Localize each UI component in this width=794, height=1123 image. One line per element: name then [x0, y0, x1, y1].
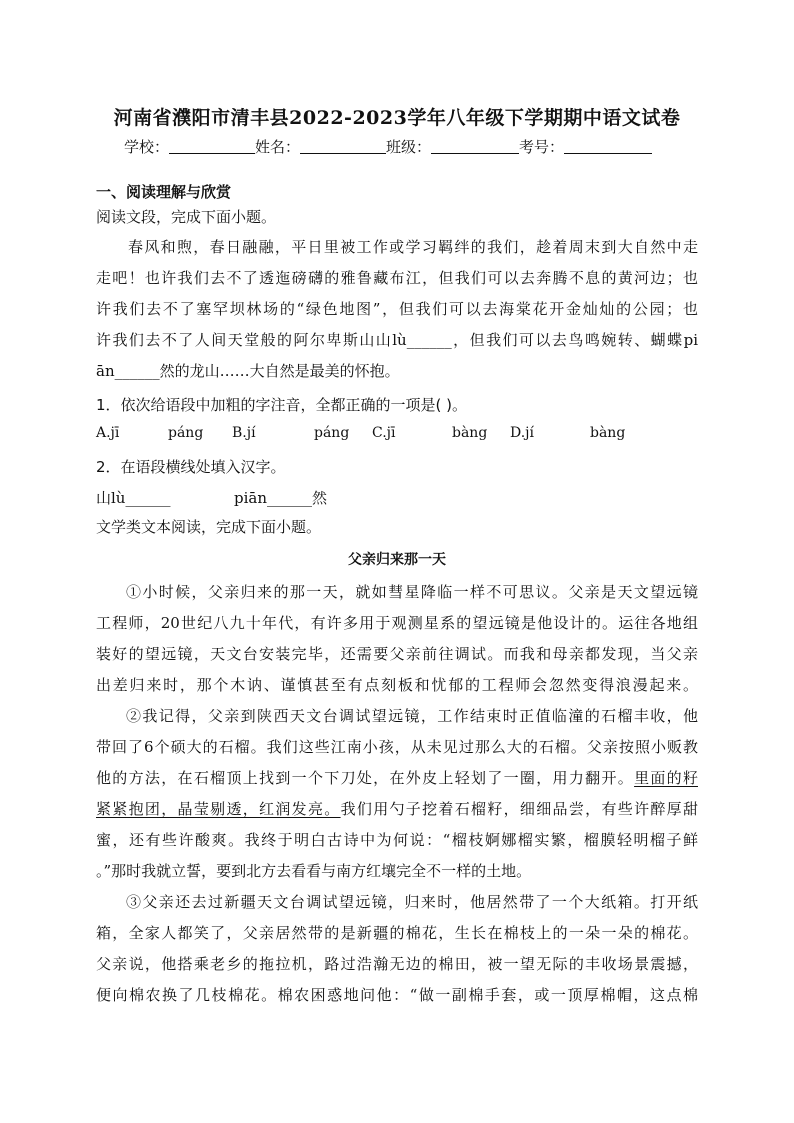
passage-line: 许我们去不了塞罕坝林场的“绿色地图”，但我们可以去海棠花开金灿灿的公园；也 [96, 300, 698, 318]
story-line [96, 798, 698, 819]
option-a-label: A.jī [96, 425, 120, 441]
fill-blank-2[interactable]: piān______然 [234, 489, 328, 507]
story-line: ③父亲还去过新疆天文台调试望远镜，归来时，他居然带了一个大纸箱。打开纸 [126, 893, 698, 911]
name-label: 姓名： [255, 138, 301, 156]
class-label: 班级： [386, 138, 432, 156]
option-d[interactable] [510, 425, 534, 441]
literary-instruction: 文学类文本阅读，完成下面小题。 [96, 518, 322, 536]
option-b-label: B.jí [232, 425, 256, 441]
story-line: 便向棉农换了几枝棉花。棉农困惑地问他：“做一副棉手套，或一顶厚棉帽，这点棉 [96, 986, 698, 1004]
class-blank [431, 138, 519, 154]
exam-no-blank [564, 138, 652, 154]
story-text: 他的方法，在石榴顶上找到一个下刀处，在外皮上轻划了一圈，用力翻开。 [96, 769, 635, 787]
question-2: 2．在语段横线处填入汉字。 [96, 458, 286, 476]
story-text: 我们用勺子挖着石榴籽，细细品尝，有些许醉厚甜 [340, 800, 698, 818]
option-d-label: D.jí [510, 425, 534, 441]
passage-line: 许我们去不了人间天堂般的阿尔卑斯山山lù______，但我们可以去鸟鸣婉转、蝴蝶pi [96, 331, 698, 349]
passage-line: ān______然的龙山……大自然是最美的怀抱。 [96, 362, 400, 380]
school-label: 学校： [124, 138, 170, 156]
story-title: 父亲归来那一天 [348, 552, 446, 568]
page-title: 河南省濮阳市清丰县2022-2023学年八年级下学期期中语文试卷 [113, 107, 681, 129]
option-b[interactable] [232, 425, 256, 441]
passage-line: 走吧！也许我们去不了透迤磅礴的雅鲁藏布江，但我们可以去奔腾不息的黄河边；也 [96, 269, 698, 287]
option-b-reading: páng [314, 425, 350, 441]
story-line: 装好的望远镜，天文台安装完毕，还需要父亲前往调试。而我和母亲都发现，当父亲 [96, 645, 698, 663]
option-c-label: C.jī [372, 425, 396, 441]
story-line: ①小时候，父亲归来的那一天，就如彗星降临一样不可思议。父亲是天文望远镜 [126, 583, 698, 601]
story-line: 带回了6个硕大的石榴。我们这些江南小孩，从未见过那么大的石榴。父亲按照小贩教 [96, 738, 698, 756]
story-line: 蜜，还有些许酸爽。我终于明白古诗中为何说：“榴枝婀娜榴实繁，榴膜轻明榴子鲜 [96, 831, 698, 849]
section-heading: 一、阅读理解与欣赏 [96, 183, 232, 201]
exam-no-label: 考号： [519, 138, 565, 156]
option-c-reading: bàng [452, 425, 488, 441]
underlined-sentence: 紧紧抱团，晶莹剔透，红润发亮。 [96, 800, 341, 818]
fill-blank-1[interactable]: 山lù______ [96, 489, 171, 507]
option-c[interactable] [372, 425, 395, 441]
story-line: ②我记得，父亲到陕西天文台调试望远镜，工作结束时正值临潼的石榴丰收，他 [126, 707, 698, 725]
story-line [96, 767, 698, 788]
option-d-reading: bàng [590, 425, 626, 441]
student-info-line [124, 136, 652, 157]
passage-line: 春风和煦，春日融融，平日里被工作或学习羁绊的我们，趁着周末到大自然中走 [128, 238, 698, 256]
story-line: 箱，全家人都笑了，父亲居然带的是新疆的棉花，生长在棉枝上的一朵一朵的棉花。 [96, 924, 698, 942]
story-line: 出差归来时，那个木讷、谨慎甚至有点刻板和忧郁的工程师会忽然变得浪漫起来。 [96, 676, 698, 694]
question-1: 1．依次给语段中加粗的字注音，全都正确的一项是( )。 [96, 396, 468, 414]
option-a-reading: páng [168, 425, 204, 441]
story-line: 工程师，20世纪八九十年代，有许多用于观测星系的望远镜是他设计的。运往各地组 [96, 614, 698, 632]
story-line: 父亲说，他搭乘老乡的拖拉机，路过浩瀚无边的棉田，被一望无际的丰收场景震撼， [96, 955, 698, 973]
school-blank [169, 138, 255, 154]
underlined-sentence: 里面的籽 [634, 769, 698, 787]
reading-instruction: 阅读文段，完成下面小题。 [96, 208, 277, 226]
story-line: 。”那时我就立誓，要到北方去看看与南方红壤完全不一样的土地。 [96, 862, 532, 880]
option-a[interactable] [96, 425, 119, 441]
name-blank [300, 138, 386, 154]
